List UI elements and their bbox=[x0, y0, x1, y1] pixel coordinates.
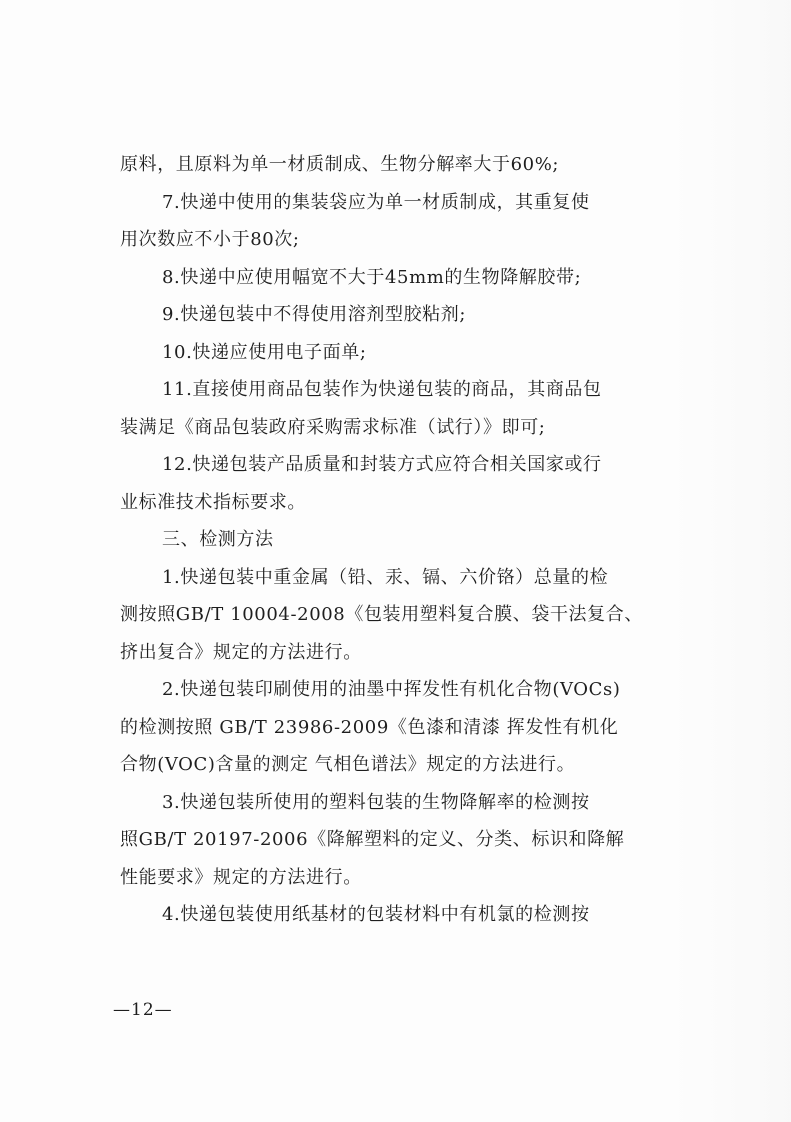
section-heading: 三、检测方法 bbox=[162, 529, 274, 550]
body-text bbox=[120, 146, 680, 934]
paragraph-line: 10.快递应使用电子面单; bbox=[162, 341, 367, 363]
paragraph-line: 4.快递包装使用纸基材的包装材料中有机氯的检测按 bbox=[162, 904, 590, 925]
paragraph-line: 3.快递包装所使用的塑料包装的生物降解率的检测按 bbox=[162, 791, 590, 813]
paragraph-line: 挤出复合》规定的方法进行。 bbox=[120, 641, 362, 663]
paragraph-line: 9.快递包装中不得使用溶剂型胶粘剂; bbox=[162, 304, 467, 325]
scan-shading bbox=[671, 0, 791, 1122]
paragraph-line: 8.快递中应使用幅宽不大于45mm的生物降解胶带; bbox=[162, 266, 582, 288]
paragraph-line: 装满足《商品包装政府采购需求标准（试行）》即可; bbox=[120, 416, 546, 438]
paragraph-line: 测按照GB/T 10004-2008《包装用塑料复合膜、袋干法复合、 bbox=[120, 604, 643, 625]
paragraph-line: 原料，且原料为单一材质制成、生物分解率大于60%; bbox=[120, 154, 560, 175]
paragraph-line: 照GB/T 20197-2006《降解塑料的定义、分类、标识和降解 bbox=[120, 829, 625, 850]
paragraph-line: 7.快递中使用的集装袋应为单一材质制成，其重复使 bbox=[162, 191, 590, 213]
paragraph-line: 11.直接使用商品包装作为快递包装的商品，其商品包 bbox=[162, 379, 602, 400]
paragraph-line: 12.快递包装产品质量和封装方式应符合相关国家或行 bbox=[162, 454, 602, 475]
paragraph-line: 性能要求》规定的方法进行。 bbox=[120, 866, 362, 888]
paragraph-line: 的检测按照 GB/T 23986-2009《色漆和清漆 挥发性有机化 bbox=[120, 716, 619, 738]
paragraph-line: 业标准技术指标要求。 bbox=[120, 491, 306, 513]
page-number: —12— bbox=[113, 1000, 173, 1020]
paragraph-line: 合物(VOC)含量的测定 气相色谱法》规定的方法进行。 bbox=[120, 754, 576, 775]
paragraph-line: 1.快递包装中重金属（铅、汞、镉、六价铬）总量的检 bbox=[162, 566, 609, 588]
paragraph-line: 2.快递包装印刷使用的油墨中挥发性有机化合物(VOCs) bbox=[162, 679, 621, 700]
paragraph-line: 用次数应不小于80次; bbox=[120, 229, 300, 250]
